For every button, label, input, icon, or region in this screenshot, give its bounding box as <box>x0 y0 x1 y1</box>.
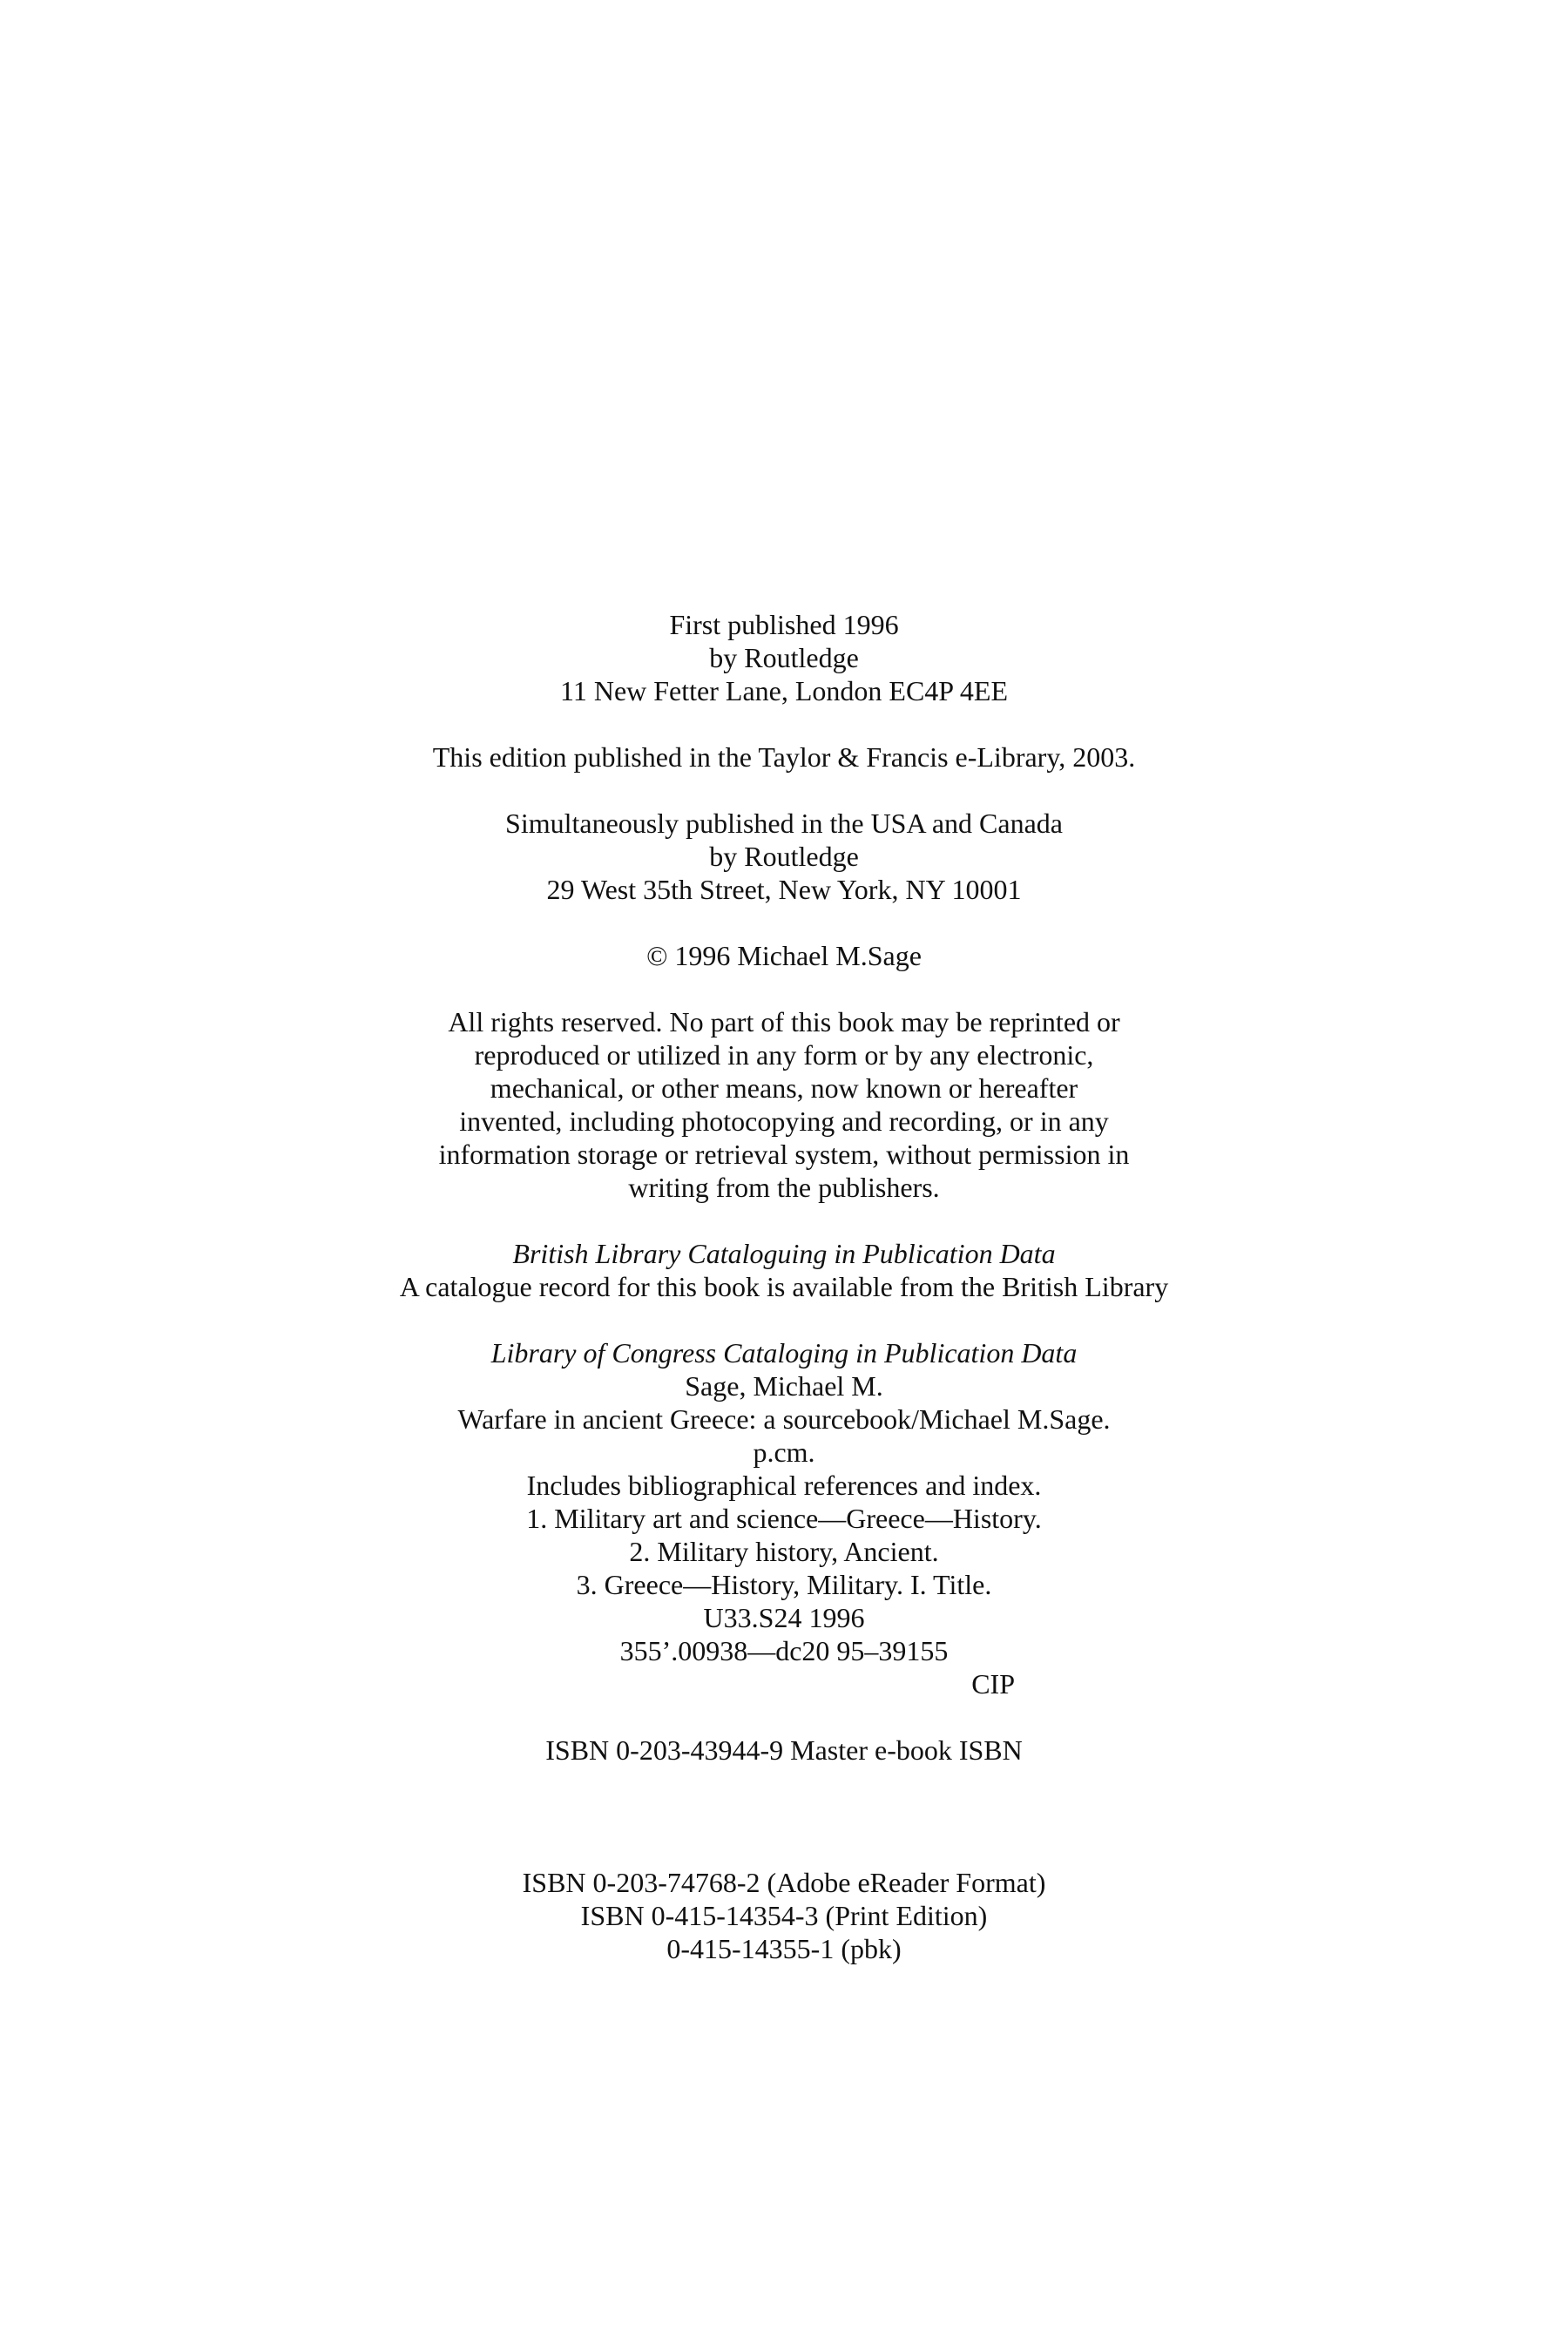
spacer <box>261 707 1307 740</box>
spacer <box>261 774 1307 807</box>
library-of-congress-block <box>261 1336 1307 1700</box>
library-of-congress-heading: Library of Congress Cataloging in Publication Data <box>490 1337 1078 1369</box>
rights-block <box>261 1005 1307 1204</box>
usa-canada-block <box>261 807 1307 906</box>
cip-line: Includes bibliographical references and index. <box>526 1470 1042 1501</box>
rights-line: reproduced or utilized in any form or by any electronic, <box>474 1039 1094 1071</box>
isbn-format-line: 0-415-14355-1 (pbk) <box>666 1933 902 1964</box>
cip-line: 3. Greece—History, Military. I. Title. <box>576 1569 992 1600</box>
cip-line: Sage, Michael M. <box>685 1370 883 1402</box>
rights-line: All rights reserved. No part of this book may be reprinted or <box>448 1006 1120 1037</box>
cip-marker: CIP <box>971 1668 1015 1700</box>
publication-line: by Routledge <box>709 642 859 673</box>
isbn-format-line: ISBN 0-415-14354-3 (Print Edition) <box>580 1900 988 1931</box>
copyright-block <box>261 939 1307 972</box>
isbn-format-line: ISBN 0-203-74768-2 (Adobe eReader Format) <box>522 1867 1046 1898</box>
imprint-column <box>261 608 1307 1965</box>
cip-line: 355’.00938—dc20 95–39155 <box>619 1635 949 1666</box>
cip-line: p.cm. <box>753 1436 815 1468</box>
spacer <box>261 1204 1307 1237</box>
spacer <box>261 906 1307 939</box>
usa-canada-line: Simultaneously published in the USA and Canada <box>505 808 1063 839</box>
cip-line: 2. Military history, Ancient. <box>629 1536 939 1567</box>
british-library-line: A catalogue record for this book is available from the British Library <box>399 1271 1169 1302</box>
rights-line: mechanical, or other means, now known or hereafter <box>490 1072 1078 1104</box>
spacer <box>261 1700 1307 1734</box>
spacer <box>261 972 1307 1005</box>
spacer <box>261 1767 1307 1866</box>
publication-line: First published 1996 <box>669 609 899 640</box>
isbn-master-line: ISBN 0-203-43944-9 Master e-book ISBN <box>545 1734 1023 1766</box>
rights-line: writing from the publishers. <box>628 1172 940 1203</box>
publication-line: 11 New Fetter Lane, London EC4P 4EE <box>560 675 1008 706</box>
cip-line: Warfare in ancient Greece: a sourcebook/Michael M.Sage. <box>457 1403 1111 1435</box>
usa-canada-line: 29 West 35th Street, New York, NY 10001 <box>546 874 1022 905</box>
isbn-master-block <box>261 1734 1307 1767</box>
edition-block <box>261 740 1307 774</box>
edition-line: This edition published in the Taylor & Francis e-Library, 2003. <box>432 741 1136 773</box>
rights-line: invented, including photocopying and recording, or in any <box>459 1105 1109 1137</box>
cip-line: U33.S24 1996 <box>703 1602 865 1633</box>
isbn-formats-block <box>261 1866 1307 1965</box>
usa-canada-line: by Routledge <box>709 841 859 872</box>
british-library-heading: British Library Cataloguing in Publication Data <box>512 1238 1056 1269</box>
british-library-block <box>261 1237 1307 1303</box>
copyright-line: © 1996 Michael M.Sage <box>646 940 922 971</box>
spacer <box>261 1303 1307 1336</box>
cip-line: 1. Military art and science—Greece—History. <box>526 1503 1042 1534</box>
rights-line: information storage or retrieval system, without permission in <box>438 1139 1130 1170</box>
publication-block <box>261 608 1307 707</box>
